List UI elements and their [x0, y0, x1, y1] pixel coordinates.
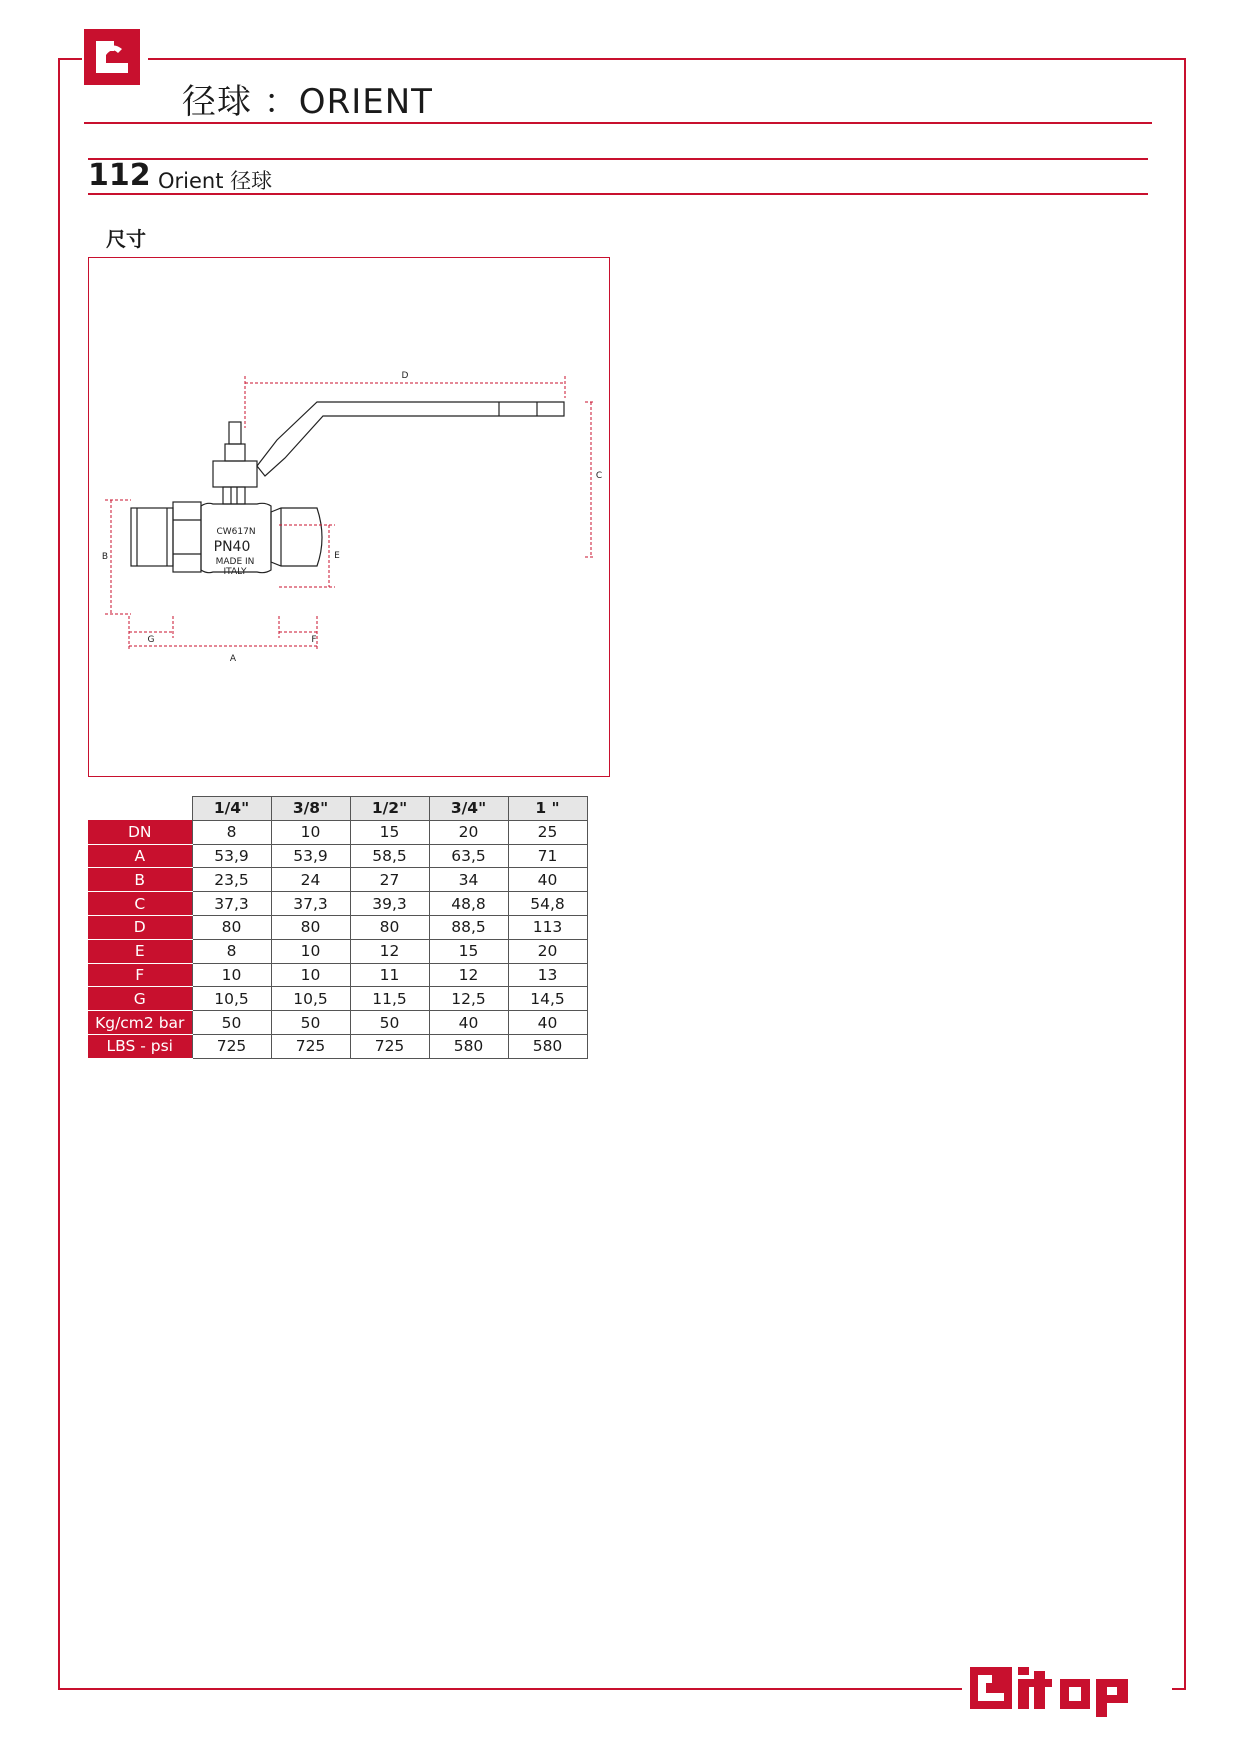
table-cell: 63,5 — [429, 844, 508, 868]
title-underline — [84, 122, 1152, 124]
table-cell: 11,5 — [350, 987, 429, 1011]
table-cell: 12,5 — [429, 987, 508, 1011]
dim-label-g: G — [147, 635, 155, 645]
table-cell: 725 — [271, 1034, 350, 1058]
dimensions-heading: 尺寸 — [106, 227, 146, 251]
table-row — [88, 915, 587, 939]
table-cell: 71 — [508, 844, 587, 868]
table-cell: 40 — [508, 1011, 587, 1035]
table-cell: 10 — [192, 963, 271, 987]
size-header: 3/8" — [271, 797, 350, 821]
table-cell: 15 — [429, 939, 508, 963]
table-cell: 24 — [271, 868, 350, 892]
table-cell: 10 — [271, 963, 350, 987]
table-cell: 8 — [192, 939, 271, 963]
table-cell: 23,5 — [192, 868, 271, 892]
row-label: D — [88, 915, 192, 939]
table-cell: 54,8 — [508, 892, 587, 916]
table-cell: 20 — [429, 820, 508, 844]
table-cell: 15 — [350, 820, 429, 844]
itap-symbol-logo — [84, 29, 140, 85]
size-header: 3/4" — [429, 797, 508, 821]
table-cell: 40 — [508, 868, 587, 892]
table-cell: 27 — [350, 868, 429, 892]
dim-label-d: D — [401, 371, 409, 381]
table-row — [88, 939, 587, 963]
table-row — [88, 868, 587, 892]
row-label: B — [88, 868, 192, 892]
table-row — [88, 820, 587, 844]
table-cell: 725 — [350, 1034, 429, 1058]
table-cell: 40 — [429, 1011, 508, 1035]
table-cell: 8 — [192, 820, 271, 844]
table-cell: 12 — [350, 939, 429, 963]
row-label: C — [88, 892, 192, 916]
table-cell: 50 — [350, 1011, 429, 1035]
product-name: Orient 径球 — [158, 169, 273, 193]
marking-pressure: PN40 — [213, 539, 251, 555]
page-frame-top — [148, 58, 1186, 60]
table-cell: 11 — [350, 963, 429, 987]
itap-logo — [962, 1651, 1172, 1725]
table-cell: 37,3 — [271, 892, 350, 916]
table-cell: 580 — [429, 1034, 508, 1058]
table-cell: 88,5 — [429, 915, 508, 939]
size-header: 1/4" — [192, 797, 271, 821]
table-cell: 25 — [508, 820, 587, 844]
table-row — [88, 844, 587, 868]
dim-label-b: B — [101, 552, 109, 562]
ball-valve-drawing — [89, 258, 608, 775]
dim-label-c: C — [595, 471, 603, 481]
row-label: Kg/cm2 bar — [88, 1011, 192, 1035]
table-row — [88, 963, 587, 987]
table-row — [88, 892, 587, 916]
table-cell: 80 — [192, 915, 271, 939]
table-cell: 48,8 — [429, 892, 508, 916]
row-label: G — [88, 987, 192, 1011]
marking-made-in: MADE IN — [215, 557, 255, 567]
table-cell: 80 — [350, 915, 429, 939]
page-frame-right — [1184, 58, 1186, 1690]
page-frame-bottom-right — [1172, 1688, 1186, 1690]
page-frame-top-left — [58, 58, 82, 60]
table-cell: 10,5 — [192, 987, 271, 1011]
technical-drawing-box — [88, 257, 610, 777]
dim-label-a: A — [229, 654, 237, 664]
table-cell: 53,9 — [271, 844, 350, 868]
row-label: F — [88, 963, 192, 987]
table-cell: 50 — [271, 1011, 350, 1035]
table-cell: 12 — [429, 963, 508, 987]
row-label: DN — [88, 820, 192, 844]
table-row — [88, 1011, 587, 1035]
table-header-row — [88, 797, 587, 821]
product-code: 112 — [88, 158, 151, 193]
table-corner — [88, 797, 192, 821]
size-header: 1 " — [508, 797, 587, 821]
table-cell: 580 — [508, 1034, 587, 1058]
table-cell: 50 — [192, 1011, 271, 1035]
table-cell: 13 — [508, 963, 587, 987]
table-row — [88, 1034, 587, 1058]
table-cell: 39,3 — [350, 892, 429, 916]
page-frame-bottom — [58, 1688, 964, 1690]
table-cell: 58,5 — [350, 844, 429, 868]
table-cell: 80 — [271, 915, 350, 939]
table-cell: 14,5 — [508, 987, 587, 1011]
table-cell: 725 — [192, 1034, 271, 1058]
dimensions-table — [88, 796, 588, 1059]
table-cell: 34 — [429, 868, 508, 892]
table-cell: 53,9 — [192, 844, 271, 868]
table-row — [88, 987, 587, 1011]
size-header: 1/2" — [350, 797, 429, 821]
table-cell: 10 — [271, 939, 350, 963]
table-cell: 37,3 — [192, 892, 271, 916]
dim-label-e: E — [334, 551, 340, 561]
table-body — [88, 820, 587, 1058]
product-header-bottom-rule — [88, 193, 1148, 195]
dim-label-f: F — [311, 635, 317, 645]
row-label: A — [88, 844, 192, 868]
table-cell: 113 — [508, 915, 587, 939]
page-frame-left — [58, 58, 60, 1690]
row-label: E — [88, 939, 192, 963]
page-title: 径球 ：ORIENT — [182, 82, 433, 122]
table-cell: 10,5 — [271, 987, 350, 1011]
table-cell: 10 — [271, 820, 350, 844]
marking-country: ITALY — [223, 567, 247, 577]
product-header-top-rule — [88, 158, 1148, 160]
marking-material: CW617N — [216, 527, 256, 537]
row-label: LBS - psi — [88, 1034, 192, 1058]
table-cell: 20 — [508, 939, 587, 963]
